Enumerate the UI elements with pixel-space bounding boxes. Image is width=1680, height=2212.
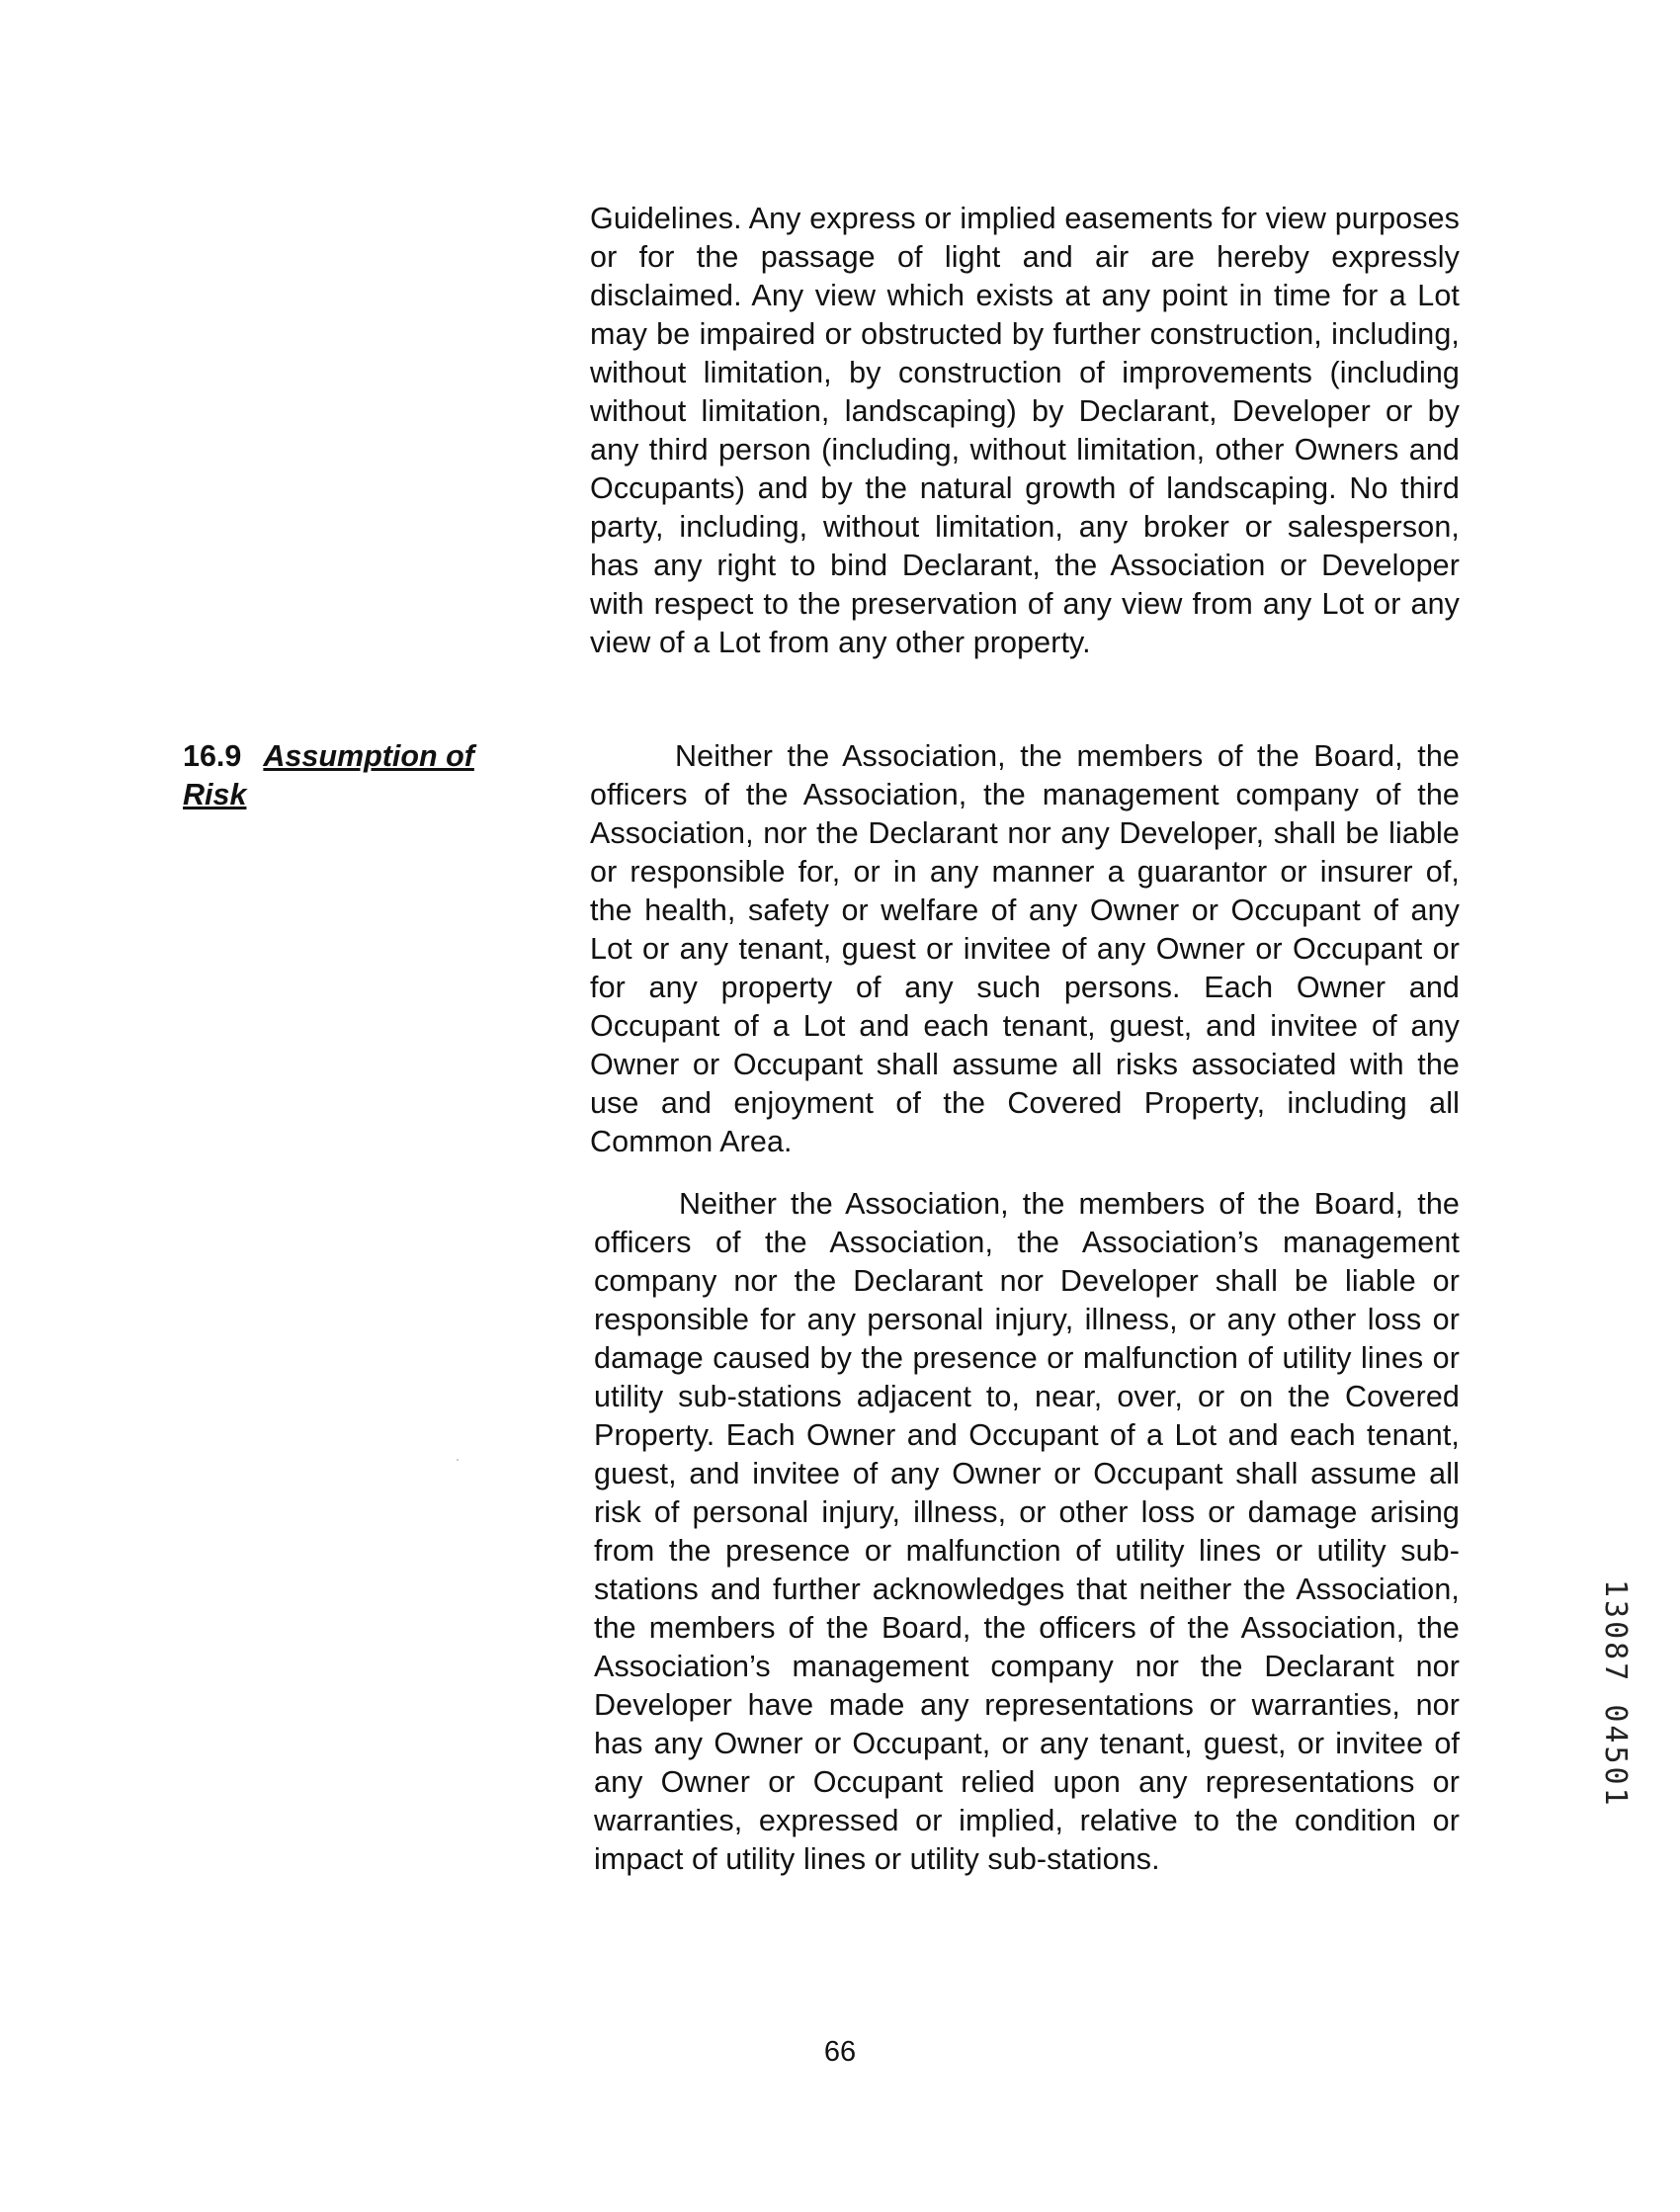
recording-stamp: 13087 04501 <box>1598 1579 1633 1809</box>
paragraph-assumption-of-risk-2: Neither the Association, the members of the Board, the officers of the Association, the Association’s management company nor the Declarant nor Developer shall be liable or responsible for any personal injury, illness, or any other loss or damage caused by the presence or malfunction of utility lines or utility sub-stations adjacent to, near, over, or on the Covered Property. Each Owner and Occupant of a Lot and each tenant, guest, and invitee of any Owner or Occupant shall assume all risk of personal injury, illness, or other loss or damage arising from the presence or malfunction of utility lines or utility sub-stations and further acknowledges that neither the Association, the members of the Board, the officers of the Association, the Association’s management company nor the Declarant nor Developer have made any representations or warranties, nor has any Owner or Occupant, or any tenant, guest, or invitee of any Owner or Occupant relied upon any representations or warranties, expressed or implied, relative to the condition or impact of utility lines or utility sub-stations. <box>594 1187 1460 1876</box>
section-number: 16.9 <box>183 739 242 773</box>
section-heading <box>183 737 519 814</box>
paragraph-assumption-of-risk-1: Neither the Association, the members of the Board, the officers of the Association, the management company of the Association, nor the Declarant nor any Developer, shall be liable or responsible for, or in any manner a guarantor or insurer of, the health, safety or welfare of any Owner or Occupant of any Lot or any tenant, guest or invitee of any Owner or Occupant or for any property of any such persons. Each Owner and Occupant of a Lot and each tenant, guest, and invitee of any Owner or Occupant shall assume all risks associated with the use and enjoyment of the Covered Property, including all Common Area. <box>590 739 1460 1158</box>
section-title: Assumption of Risk <box>183 739 474 811</box>
page-number: 66 <box>823 2036 857 2068</box>
paragraph-continued-guidelines: Guidelines. Any express or implied easements for view purposes or for the passage of light and air are hereby expressly disclaimed. Any view which exists at any point in time for a Lot may be impaired or obstructed by further construction, including, without limitation, by construction of improvements (including without limitation, landscaping) by Declarant, Developer or by any third person (including, without limitation, other Owners and Occupants) and by the natural growth of landscaping. No third party, including, without limitation, any broker or salesperson, has any right to bind Declarant, the Association or Developer with respect to the preservation of any view from any Lot or any view of a Lot from any other property. <box>590 202 1460 659</box>
scan-speck <box>457 1459 459 1461</box>
